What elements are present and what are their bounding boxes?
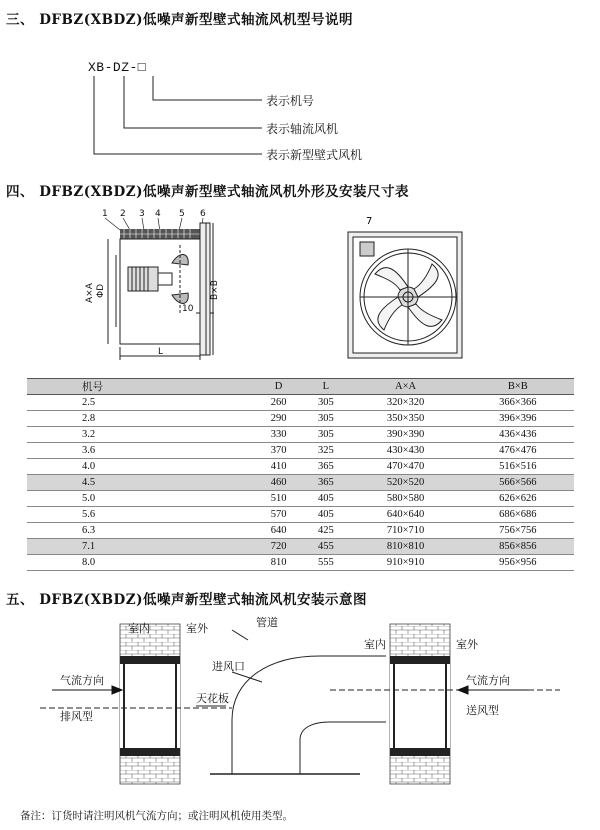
col-header-bxb: B×B	[462, 379, 574, 395]
table-row	[27, 539, 574, 555]
label-axial-fan: 表示轴流风机	[266, 122, 339, 136]
label-wall-fan: 表示新型壁式风机	[266, 148, 363, 162]
cell: 956×956	[462, 555, 574, 571]
table-row	[27, 427, 574, 443]
cell: 370	[255, 443, 302, 459]
cell: 396×396	[462, 411, 574, 427]
label-machine-no: 表示机号	[266, 94, 315, 108]
dim-ten: 10	[182, 304, 194, 314]
table-row	[27, 411, 574, 427]
label-airflow-left: 气流方向	[60, 674, 104, 687]
cell: 566×566	[462, 475, 574, 491]
callout-6: 6	[200, 209, 206, 219]
cell: 305	[302, 427, 349, 443]
order-note: 备注：订货时请注明风机气流方向；或注明风机使用类型。	[20, 810, 293, 822]
cell: 330	[255, 427, 302, 443]
cell: 810×810	[349, 539, 461, 555]
fan-front-view	[340, 212, 470, 362]
cell: 2.5	[27, 395, 255, 411]
section4-title: 四、 DFBZ(XBDZ)低噪声新型壁式轴流风机外形及安装尺寸表	[6, 184, 409, 200]
cell: 4.5	[27, 475, 255, 491]
table-row	[27, 459, 574, 475]
cell: 3.2	[27, 427, 255, 443]
callout-1: 1	[102, 209, 108, 219]
cell: 350×350	[349, 411, 461, 427]
label-indoor-right: 室内	[364, 638, 386, 651]
cell: 430×430	[349, 443, 461, 459]
cell: 7.1	[27, 539, 255, 555]
cell: 436×436	[462, 427, 574, 443]
cell: 305	[302, 411, 349, 427]
model-code: XB-DZ-□	[88, 60, 147, 75]
cell: 6.3	[27, 523, 255, 539]
cell: 8.0	[27, 555, 255, 571]
cell: 305	[302, 395, 349, 411]
col-header-d: D	[255, 379, 302, 395]
callout-3: 3	[139, 209, 145, 219]
leader-machine-no	[153, 76, 262, 100]
dim-bxb: B×B	[210, 280, 220, 300]
table-header-row	[27, 379, 574, 395]
cell: 640	[255, 523, 302, 539]
label-outdoor-left: 室外	[186, 622, 208, 635]
section5-title: 五、 DFBZ(XBDZ)低噪声新型壁式轴流风机安装示意图	[6, 592, 367, 608]
installation-diagram	[0, 610, 600, 800]
cell: 810	[255, 555, 302, 571]
label-duct: 管道	[256, 616, 278, 629]
cell: 710×710	[349, 523, 461, 539]
dim-axa: A×A	[85, 283, 95, 303]
label-indoor-left: 室内	[128, 622, 150, 635]
table-row	[27, 491, 574, 507]
cell: 570	[255, 507, 302, 523]
cell: 290	[255, 411, 302, 427]
label-ceiling: 天花板	[196, 692, 229, 705]
cell: 720	[255, 539, 302, 555]
leader-wall	[94, 76, 262, 154]
cell: 640×640	[349, 507, 461, 523]
cell: 325	[302, 443, 349, 459]
cell: 626×626	[462, 491, 574, 507]
table-row	[27, 443, 574, 459]
cell: 5.0	[27, 491, 255, 507]
cell: 3.6	[27, 443, 255, 459]
cell: 686×686	[462, 507, 574, 523]
cell: 476×476	[462, 443, 574, 459]
cell: 910×910	[349, 555, 461, 571]
cell: 2.8	[27, 411, 255, 427]
cell: 366×366	[462, 395, 574, 411]
fan-side-view	[80, 205, 220, 365]
table-row	[27, 475, 574, 491]
cell: 470×470	[349, 459, 461, 475]
table-row	[27, 555, 574, 571]
cell: 4.0	[27, 459, 255, 475]
duct-inner	[300, 722, 386, 774]
cell: 460	[255, 475, 302, 491]
cell: 365	[302, 459, 349, 475]
dim-l: L	[158, 347, 164, 357]
duct-outer	[232, 656, 386, 774]
cell: 405	[302, 491, 349, 507]
cell: 365	[302, 475, 349, 491]
cell: 510	[255, 491, 302, 507]
cell: 260	[255, 395, 302, 411]
table-row	[27, 523, 574, 539]
col-header-axa: A×A	[349, 379, 461, 395]
cell: 516×516	[462, 459, 574, 475]
section3-title: 三、 DFBZ(XBDZ)低噪声新型壁式轴流风机型号说明	[6, 12, 353, 28]
col-header-l: L	[302, 379, 349, 395]
table-row	[27, 507, 574, 523]
cell: 320×320	[349, 395, 461, 411]
cell: 580×580	[349, 491, 461, 507]
dim-phid: ΦD	[96, 283, 106, 298]
cell: 405	[302, 507, 349, 523]
table-row	[27, 395, 574, 411]
cell: 425	[302, 523, 349, 539]
cell: 520×520	[349, 475, 461, 491]
label-outdoor-right: 室外	[456, 638, 478, 651]
cell: 390×390	[349, 427, 461, 443]
cell: 856×856	[462, 539, 574, 555]
cell: 756×756	[462, 523, 574, 539]
label-supply: 送风型	[466, 704, 499, 717]
callout-4: 4	[155, 209, 161, 219]
label-exhaust: 排风型	[60, 710, 93, 723]
cell: 555	[302, 555, 349, 571]
cell: 5.6	[27, 507, 255, 523]
label-inlet: 进风口	[212, 660, 245, 673]
spec-table	[27, 378, 574, 571]
callout-7: 7	[366, 216, 373, 227]
label-airflow-right: 气流方向	[466, 674, 510, 687]
callout-5: 5	[179, 209, 185, 219]
cell: 455	[302, 539, 349, 555]
cell: 410	[255, 459, 302, 475]
leader-axial	[124, 76, 262, 128]
col-header-model: 机号	[27, 379, 255, 395]
callout-2: 2	[120, 209, 126, 219]
